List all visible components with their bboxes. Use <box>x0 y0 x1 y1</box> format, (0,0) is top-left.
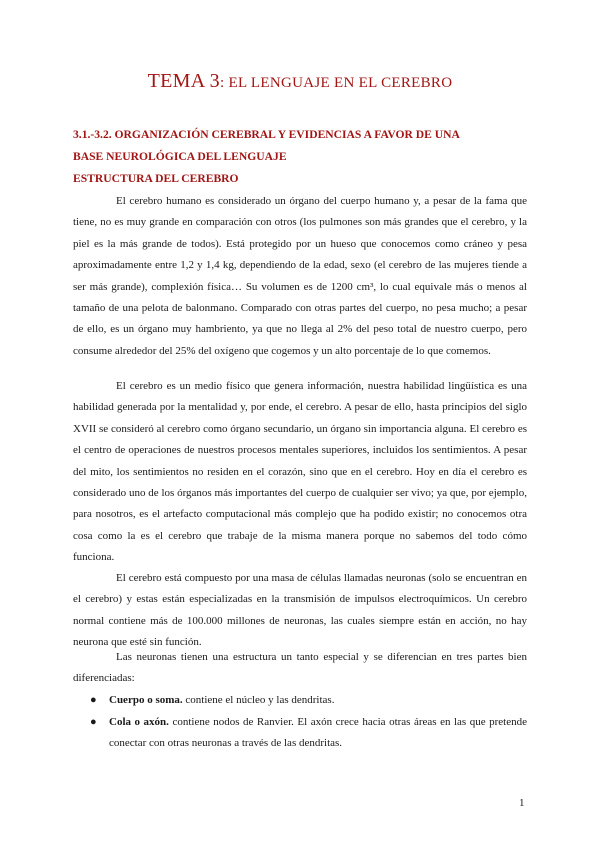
list-item <box>73 712 527 755</box>
page-title <box>0 70 600 93</box>
paragraph-3: El cerebro está compuesto por una masa de células llamadas neuronas (solo se encuentran en el cerebro) y estas están especializadas en la transmisión de impulsos electroquímicos. Un cerebro normal contiene más de 100.000 millones de neuronas, las cuales siempre están en acción, no hay neurona que esté sin función. <box>73 572 527 649</box>
page-number: 1 <box>519 797 525 809</box>
paragraph-4: Las neuronas tienen una estructura un tanto especial y se diferencian en tres partes bien diferenciadas: <box>73 651 527 685</box>
bullet-icon: ● <box>90 716 97 728</box>
bullet-text: contiene nodos de Ranvier. El axón crece hacia otras áreas en las que pretende conectar con otras neuronas a través de las dendritas. <box>109 716 527 750</box>
bullet-icon: ● <box>90 694 97 706</box>
bullet-text: contiene el núcleo y las dendritas. <box>182 694 335 706</box>
subheading: ESTRUCTURA DEL CEREBRO <box>73 172 239 185</box>
section-heading <box>73 124 533 190</box>
bullet-term: Cuerpo o soma. <box>109 694 183 706</box>
title-rest: : EL LENGUAJE EN EL CEREBRO <box>219 75 453 91</box>
title-prefix: TEMA 3 <box>147 70 220 92</box>
bullet-term: Cola o axón. <box>109 716 169 728</box>
section-heading-line-2: BASE NEUROLÓGICA DEL LENGUAJE <box>73 150 287 163</box>
section-heading-line-1: 3.1.-3.2. ORGANIZACIÓN CEREBRAL Y EVIDENCIAS A FAVOR DE UNA <box>73 128 460 141</box>
paragraph-1: El cerebro humano es considerado un órgano del cuerpo humano y, a pesar de la fama que tiene, no es muy grande en comparación con otros (los pulmones son más grandes que el cerebro, y la piel es la más grande de todos). Está protegido por un hueso que conocemos como cráneo y pesa aproximadamente entre 1,2 y 1,4 kg, dependiendo de la edad, sexo (el cerebro de las mujeres tiende a ser más grande), complexión física… Su volumen es de 1200 cm³, lo cual equivale más o menos al tamaño de una pelota de balonmano. Comparado con otras partes del cuerpo, no pesa mucho; a pesar de ello, es un órgano muy hambriento, ya que no llega al 2% del peso total de nuestro cuerpo, pero consume alrededor del 25% del oxígeno que cogemos y un alto porcentaje de lo que comemos. <box>73 195 527 357</box>
list-item <box>73 690 527 711</box>
paragraph-2: El cerebro es un medio físico que genera información, nuestra habilidad lingüística es una habilidad generada por la mentalidad y, por ende, el cerebro. A pesar de ello, hasta principios del siglo XVII se consideró al cerebro como órgano secundario, un órgano sin importancia alguna. El cerebro es el centro de operaciones de nuestros procesos mentales superiores, incluidos los sentimientos. A pesar del mito, los sentimientos no residen en el corazón, sino que en el cerebro. Hoy en día el cerebro es considerado uno de los órganos más importantes del cuerpo de cualquier ser vivo; ya que, por ejemplo, para nosotros, es el artefacto computacional más complejo que ha podido existir; no conocemos otra cosa como la es el cerebro que trabaje de la misma manera porque no sabemos del todo cómo funciona. <box>73 380 527 564</box>
